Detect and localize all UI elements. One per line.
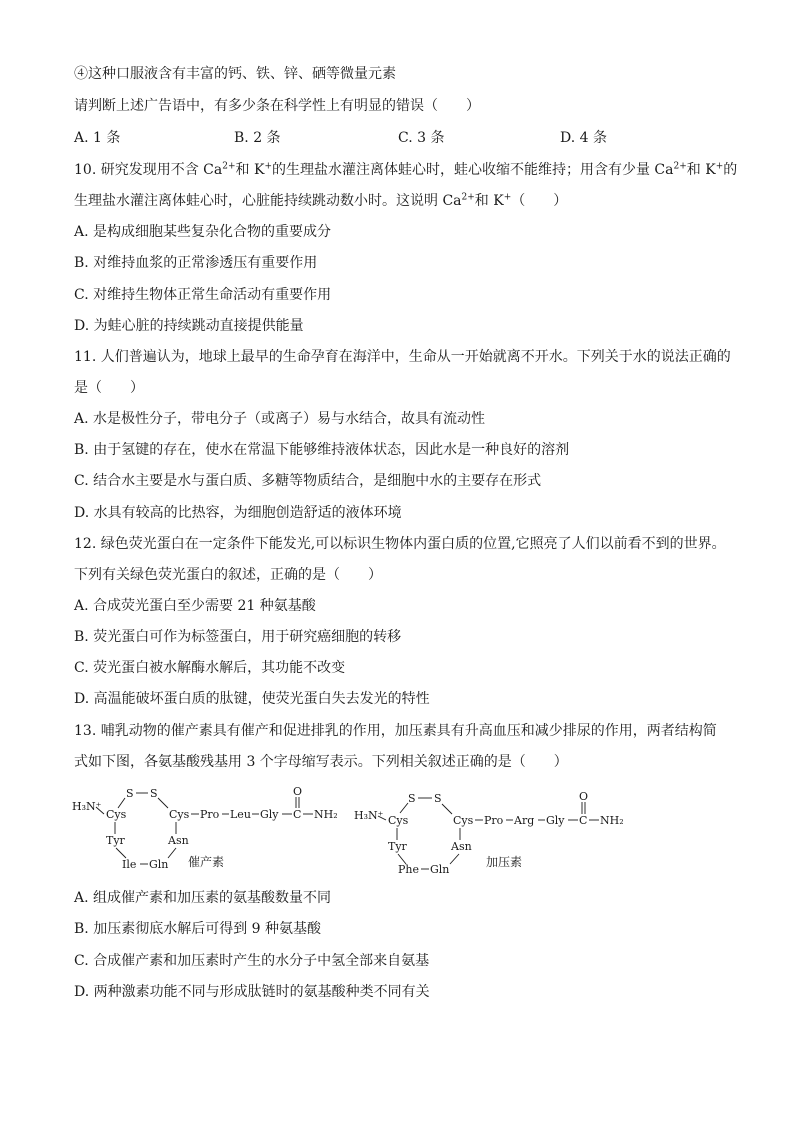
oxytocin-label: 催产素 [188, 855, 225, 869]
oxytocin-oxygen: O [293, 786, 303, 798]
q12-option-b: B. 荧光蛋白可作为标签蛋白，用于研究癌细胞的转移 [74, 629, 402, 645]
oxytocin-tyr: Tyr [106, 834, 125, 847]
q9-stem: 请判断上述广告语中，有多少条在科学性上有明显的错误（ ） [74, 98, 480, 114]
q10-option-d: D. 为蛙心脏的持续跳动直接提供能量 [74, 318, 304, 334]
vasopressin-n-terminus: H₃N⁺ [354, 809, 384, 822]
peptide-structure-diagram [70, 786, 670, 876]
oxytocin-gln: Gln [149, 858, 169, 871]
q10-option-a: A. 是构成细胞某些复杂化合物的重要成分 [74, 224, 332, 240]
q12-option-d: D. 高温能破坏蛋白质的肽键，使荧光蛋白失去发光的特性 [74, 691, 430, 707]
q12-option-a: A. 合成荧光蛋白至少需要 21 种氨基酸 [74, 598, 316, 614]
q13-option-c: C. 合成催产素和加压素时产生的水分子中氢全部来自氨基 [74, 953, 430, 969]
q10-option-b: B. 对维持血浆的正常渗透压有重要作用 [74, 255, 318, 271]
vasopressin-gln: Gln [430, 863, 450, 876]
q13-option-a: A. 组成催产素和加压素的氨基酸数量不同 [74, 890, 332, 906]
q9-option-b: B. 2 条 [234, 130, 281, 146]
q10-stem-line-2: 生理盐水灌注离体蛙心时，心脏能持续跳动数小时。这说明 $Ca^{2+}$和 K+（ ） [74, 192, 568, 209]
q12-stem-line-1: 12. 绿色荧光蛋白在一定条件下能发光,可以标识生物体内蛋白质的位置,它照亮了人们以前看不到的世界。 [74, 536, 726, 552]
vasopressin-sulfur-2: S [434, 792, 442, 805]
q13-option-d: D. 两种激素功能不同与形成肽链时的氨基酸种类不同有关 [74, 984, 430, 1000]
oxytocin-carbon: C [293, 808, 302, 821]
vasopressin-cys-6: Cys [453, 814, 474, 827]
vasopressin-gly: Gly [546, 814, 565, 827]
q9-options [74, 128, 734, 148]
q13-option-b: B. 加压素彻底水解后可得到 9 种氨基酸 [74, 921, 321, 937]
oxytocin-cys-6: Cys [169, 808, 190, 821]
q9-option-d: D. 4 条 [560, 130, 607, 146]
vasopressin-oxygen: O [579, 790, 589, 803]
q11-option-b: B. 由于氢键的存在，使水在常温下能够维持液体状态，因此水是一种良好的溶剂 [74, 442, 570, 458]
oxytocin-ile: Ile [122, 858, 137, 871]
vasopressin-arg: Arg [514, 814, 535, 827]
oxytocin-gly: Gly [260, 808, 279, 821]
q10-stem-line-1: 10. 研究发现用不含 $Ca^{2+}$和 K+的生理盐水灌注离体蛙心时，蛙心收缩不能维持；用含有少量 $Ca^{2+}$和 K+的 [74, 161, 738, 178]
q11-option-a: A. 水是极性分子，带电分子（或离子）易与水结合，故具有流动性 [74, 411, 486, 427]
oxytocin-nh2: NH₂ [314, 808, 338, 821]
vasopressin-structure [354, 790, 624, 876]
q11-option-d: D. 水具有较高的比热容，为细胞创造舒适的液体环境 [74, 505, 402, 521]
oxytocin-asn: Asn [168, 834, 189, 847]
vasopressin-tyr: Tyr [388, 840, 407, 853]
q12-option-c: C. 荧光蛋白被水解酶水解后，其功能不改变 [74, 660, 346, 676]
vasopressin-nh2: NH₂ [600, 814, 624, 827]
oxytocin-sulfur-1: S [126, 787, 134, 800]
vasopressin-phe: Phe [398, 863, 419, 876]
oxytocin-leu: Leu [230, 808, 251, 821]
q9-option-c: C. 3 条 [398, 130, 445, 146]
vasopressin-sulfur-1: S [408, 792, 416, 805]
oxytocin-structure [72, 786, 338, 871]
vasopressin-cys-1: Cys [388, 814, 409, 827]
vasopressin-asn: Asn [451, 840, 472, 853]
oxytocin-cys-1: Cys [106, 808, 127, 821]
q11-stem-line-1: 11. 人们普遍认为，地球上最早的生命孕育在海洋中，生命从一开始就离不开水。下列关于水的说法正确的 [74, 349, 731, 365]
oxytocin-pro: Pro [200, 808, 220, 821]
q9-item-4: ④这种口服液含有丰富的钙、铁、锌、硒等微量元素 [74, 66, 396, 82]
q10-option-c: C. 对维持生物体正常生命活动有重要作用 [74, 287, 332, 303]
q9-option-a: A. 1 条 [74, 130, 121, 146]
vasopressin-label: 加压素 [486, 855, 523, 869]
oxytocin-sulfur-2: S [150, 787, 158, 800]
vasopressin-carbon: C [579, 814, 588, 827]
q11-option-c: C. 结合水主要是水与蛋白质、多糖等物质结合，是细胞中水的主要存在形式 [74, 473, 542, 489]
vasopressin-pro: Pro [484, 814, 504, 827]
q13-stem-line-2: 式如下图，各氨基酸残基用 3 个字母缩写表示。下列相关叙述正确的是（ ） [74, 754, 568, 770]
q12-stem-line-2: 下列有关绿色荧光蛋白的叙述，正确的是（ ） [74, 567, 382, 583]
oxytocin-n-terminus: H₃N⁺ [72, 800, 102, 813]
q11-stem-line-2: 是（ ） [74, 380, 144, 396]
q13-stem-line-1: 13. 哺乳动物的催产素具有催产和促进排乳的作用，加压素具有升高血压和减少排尿的作用，两者结构简 [74, 723, 717, 739]
